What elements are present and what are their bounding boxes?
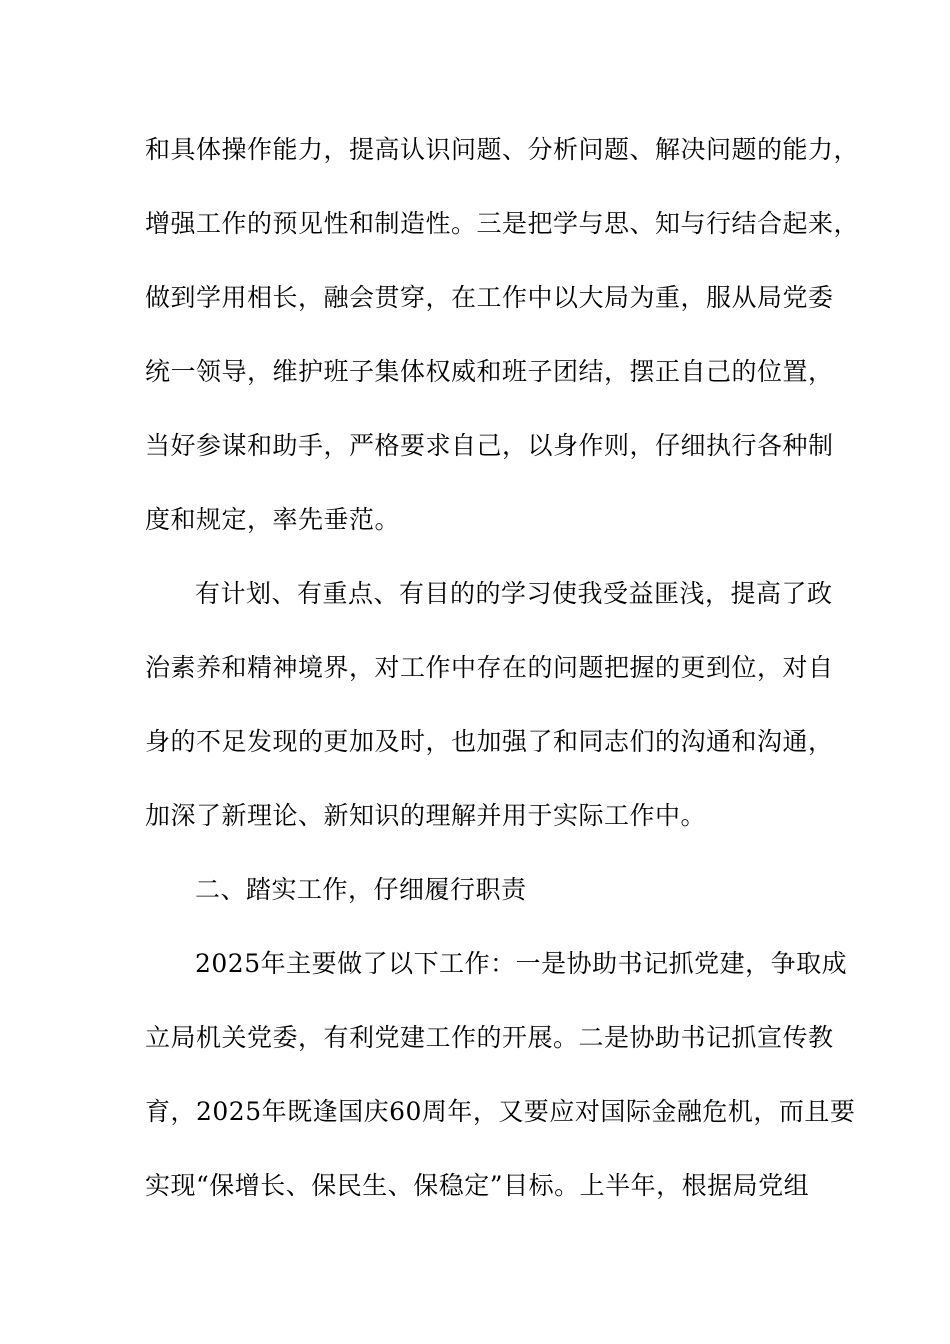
text-line: 度和规定，率先垂范。 [145,505,401,534]
text-line: 身的不足发现的更加及时，也加强了和同志们的沟通和沟通， [145,727,834,756]
paragraph-first-line: 有计划、有重点、有目的的学习使我受益匪浅，提高了政 [195,579,833,608]
text-line: 加深了新理论、新知识的理解并用于实际工作中。 [145,801,707,830]
section-heading: 二、踏实工作，仔细履行职责 [195,875,527,904]
text-line: 育，2025年既逢国庆60周年，又要应对国际金融危机，而且要 [145,1097,856,1126]
text-line: 立局机关党委，有利党建工作的开展。二是协助书记抓宣传教 [145,1023,834,1052]
text-line: 治素养和精神境界，对工作中存在的问题把握的更到位，对自 [145,653,834,682]
text-line: 和具体操作能力，提高认识问题、分析问题、解决问题的能力， [145,135,860,164]
text-line: 统一领导，维护班子集体权威和班子团结，摆正自己的位置， [145,357,834,386]
paragraph-first-line: 2025年主要做了以下工作：一是协助书记抓党建，争取成 [195,949,848,978]
text-line: 当好参谋和助手，严格要求自己，以身作则，仔细执行各种制 [145,431,834,460]
text-line: 实现“保增长、保民生、保稳定”目标。上半年，根据局党组 [145,1171,810,1200]
text-line: 做到学用相长，融会贯穿，在工作中以大局为重，服从局党委 [145,283,834,312]
text-line: 增强工作的预见性和制造性。三是把学与思、知与行结合起来， [145,209,860,238]
